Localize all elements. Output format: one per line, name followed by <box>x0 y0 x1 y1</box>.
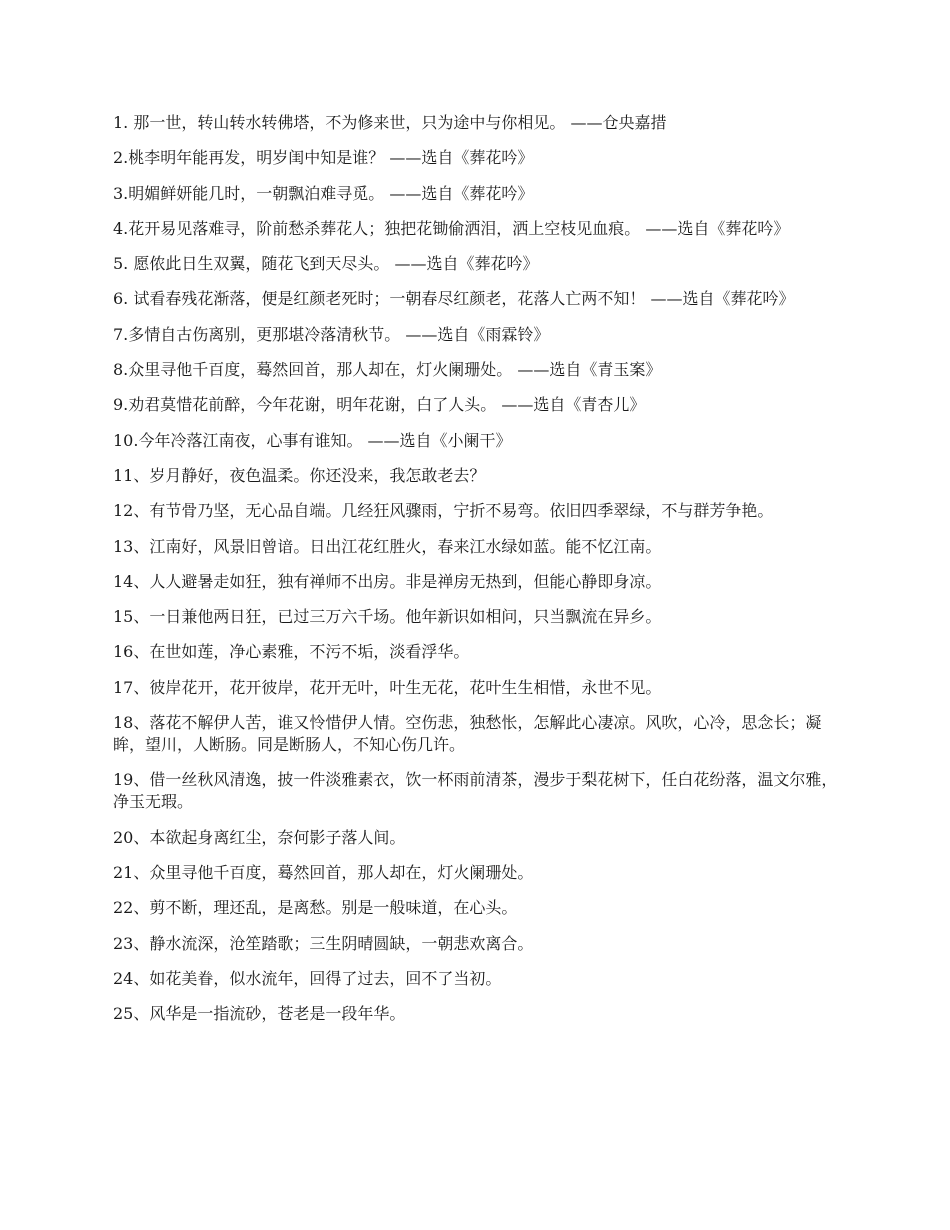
quote-line-4: 4.花开易见落难寻，阶前愁杀葬花人；独把花锄偷洒泪，洒上空枝见血痕。 ——选自《葬花吟》 <box>113 218 790 238</box>
quote-line-25: 25、风华是一指流砂，苍老是一段年华。 <box>113 1004 406 1024</box>
quote-line-3: 3.明媚鲜妍能几时，一朝飘泊难寻觅。 ——选自《葬花吟》 <box>113 183 534 203</box>
quote-line-13: 13、江南好，风景旧曾谙。日出江花红胜火，春来江水绿如蓝。能不忆江南。 <box>113 536 662 556</box>
quote-line-16: 16、在世如莲，净心素雅，不污不垢，淡看浮华。 <box>113 642 470 662</box>
quote-line-20: 20、本欲起身离红尘，奈何影子落人间。 <box>113 827 406 847</box>
quote-line-11: 11、岁月静好，夜色温柔。你还没来，我怎敢老去？ <box>113 465 486 485</box>
quote-line-17: 17、彼岸花开，花开彼岸，花开无叶，叶生无花，花叶生生相惜，永世不见。 <box>113 677 662 697</box>
quote-line-2: 2.桃李明年能再发，明岁闺中知是谁？ ——选自《葬花吟》 <box>113 148 534 168</box>
quote-line-14: 14、人人避暑走如狂，独有禅师不出房。非是禅房无热到，但能心静即身凉。 <box>113 571 662 591</box>
quote-line-12: 12、有节骨乃坚，无心品自端。几经狂风骤雨，宁折不易弯。依旧四季翠绿，不与群芳争艳。 <box>113 501 774 521</box>
document-body <box>113 112 841 1038</box>
quote-line-1: 1. 那一世，转山转水转佛塔，不为修来世，只为途中与你相见。 ——仓央嘉措 <box>113 113 667 132</box>
quote-line-15: 15、一日兼他两日狂，已过三万六千场。他年新识如相问，只当飘流在异乡。 <box>113 607 662 627</box>
quote-line-18: 18、落花不解伊人苦，谁又怜惜伊人情。空伤悲，独愁怅，怎解此心凄凉。风吹，心冷，思念长；凝眸，望川，人断肠。同是断肠人，不知心伤几许。 <box>113 713 822 755</box>
quote-line-19: 19、借一丝秋风清逸，披一件淡雅素衣，饮一杯雨前清茶，漫步于梨花树下，任白花纷落，温文尔雅，净玉无瑕。 <box>113 770 838 812</box>
quote-line-24: 24、如花美眷，似水流年，回得了过去，回不了当初。 <box>113 968 502 988</box>
quote-line-21: 21、众里寻他千百度，蓦然回首，那人却在，灯火阑珊处。 <box>113 862 534 882</box>
quote-line-22: 22、剪不断，理还乱，是离愁。别是一般味道，在心头。 <box>113 898 518 918</box>
quote-line-7: 7.多情自古伤离别，更那堪冷落清秋节。 ——选自《雨霖铃》 <box>113 324 550 344</box>
quote-line-23: 23、静水流深，沧笙踏歌；三生阴晴圆缺，一朝悲欢离合。 <box>113 933 534 953</box>
quote-line-6: 6. 试看春残花渐落，便是红颜老死时；一朝春尽红颜老，花落人亡两不知！ ——选自《葬花吟》 <box>113 289 795 309</box>
quote-line-8: 8.众里寻他千百度，蓦然回首，那人却在，灯火阑珊处。 ——选自《青玉案》 <box>113 360 662 380</box>
quote-line-9: 9.劝君莫惜花前醉，今年花谢，明年花谢，白了人头。 ——选自《青杏儿》 <box>113 395 646 415</box>
quote-line-10: 10.今年冷落江南夜，心事有谁知。 ——选自《小阑干》 <box>113 430 512 450</box>
quote-line-5: 5. 愿侬此日生双翼，随花飞到天尽头。 ——选自《葬花吟》 <box>113 254 539 274</box>
